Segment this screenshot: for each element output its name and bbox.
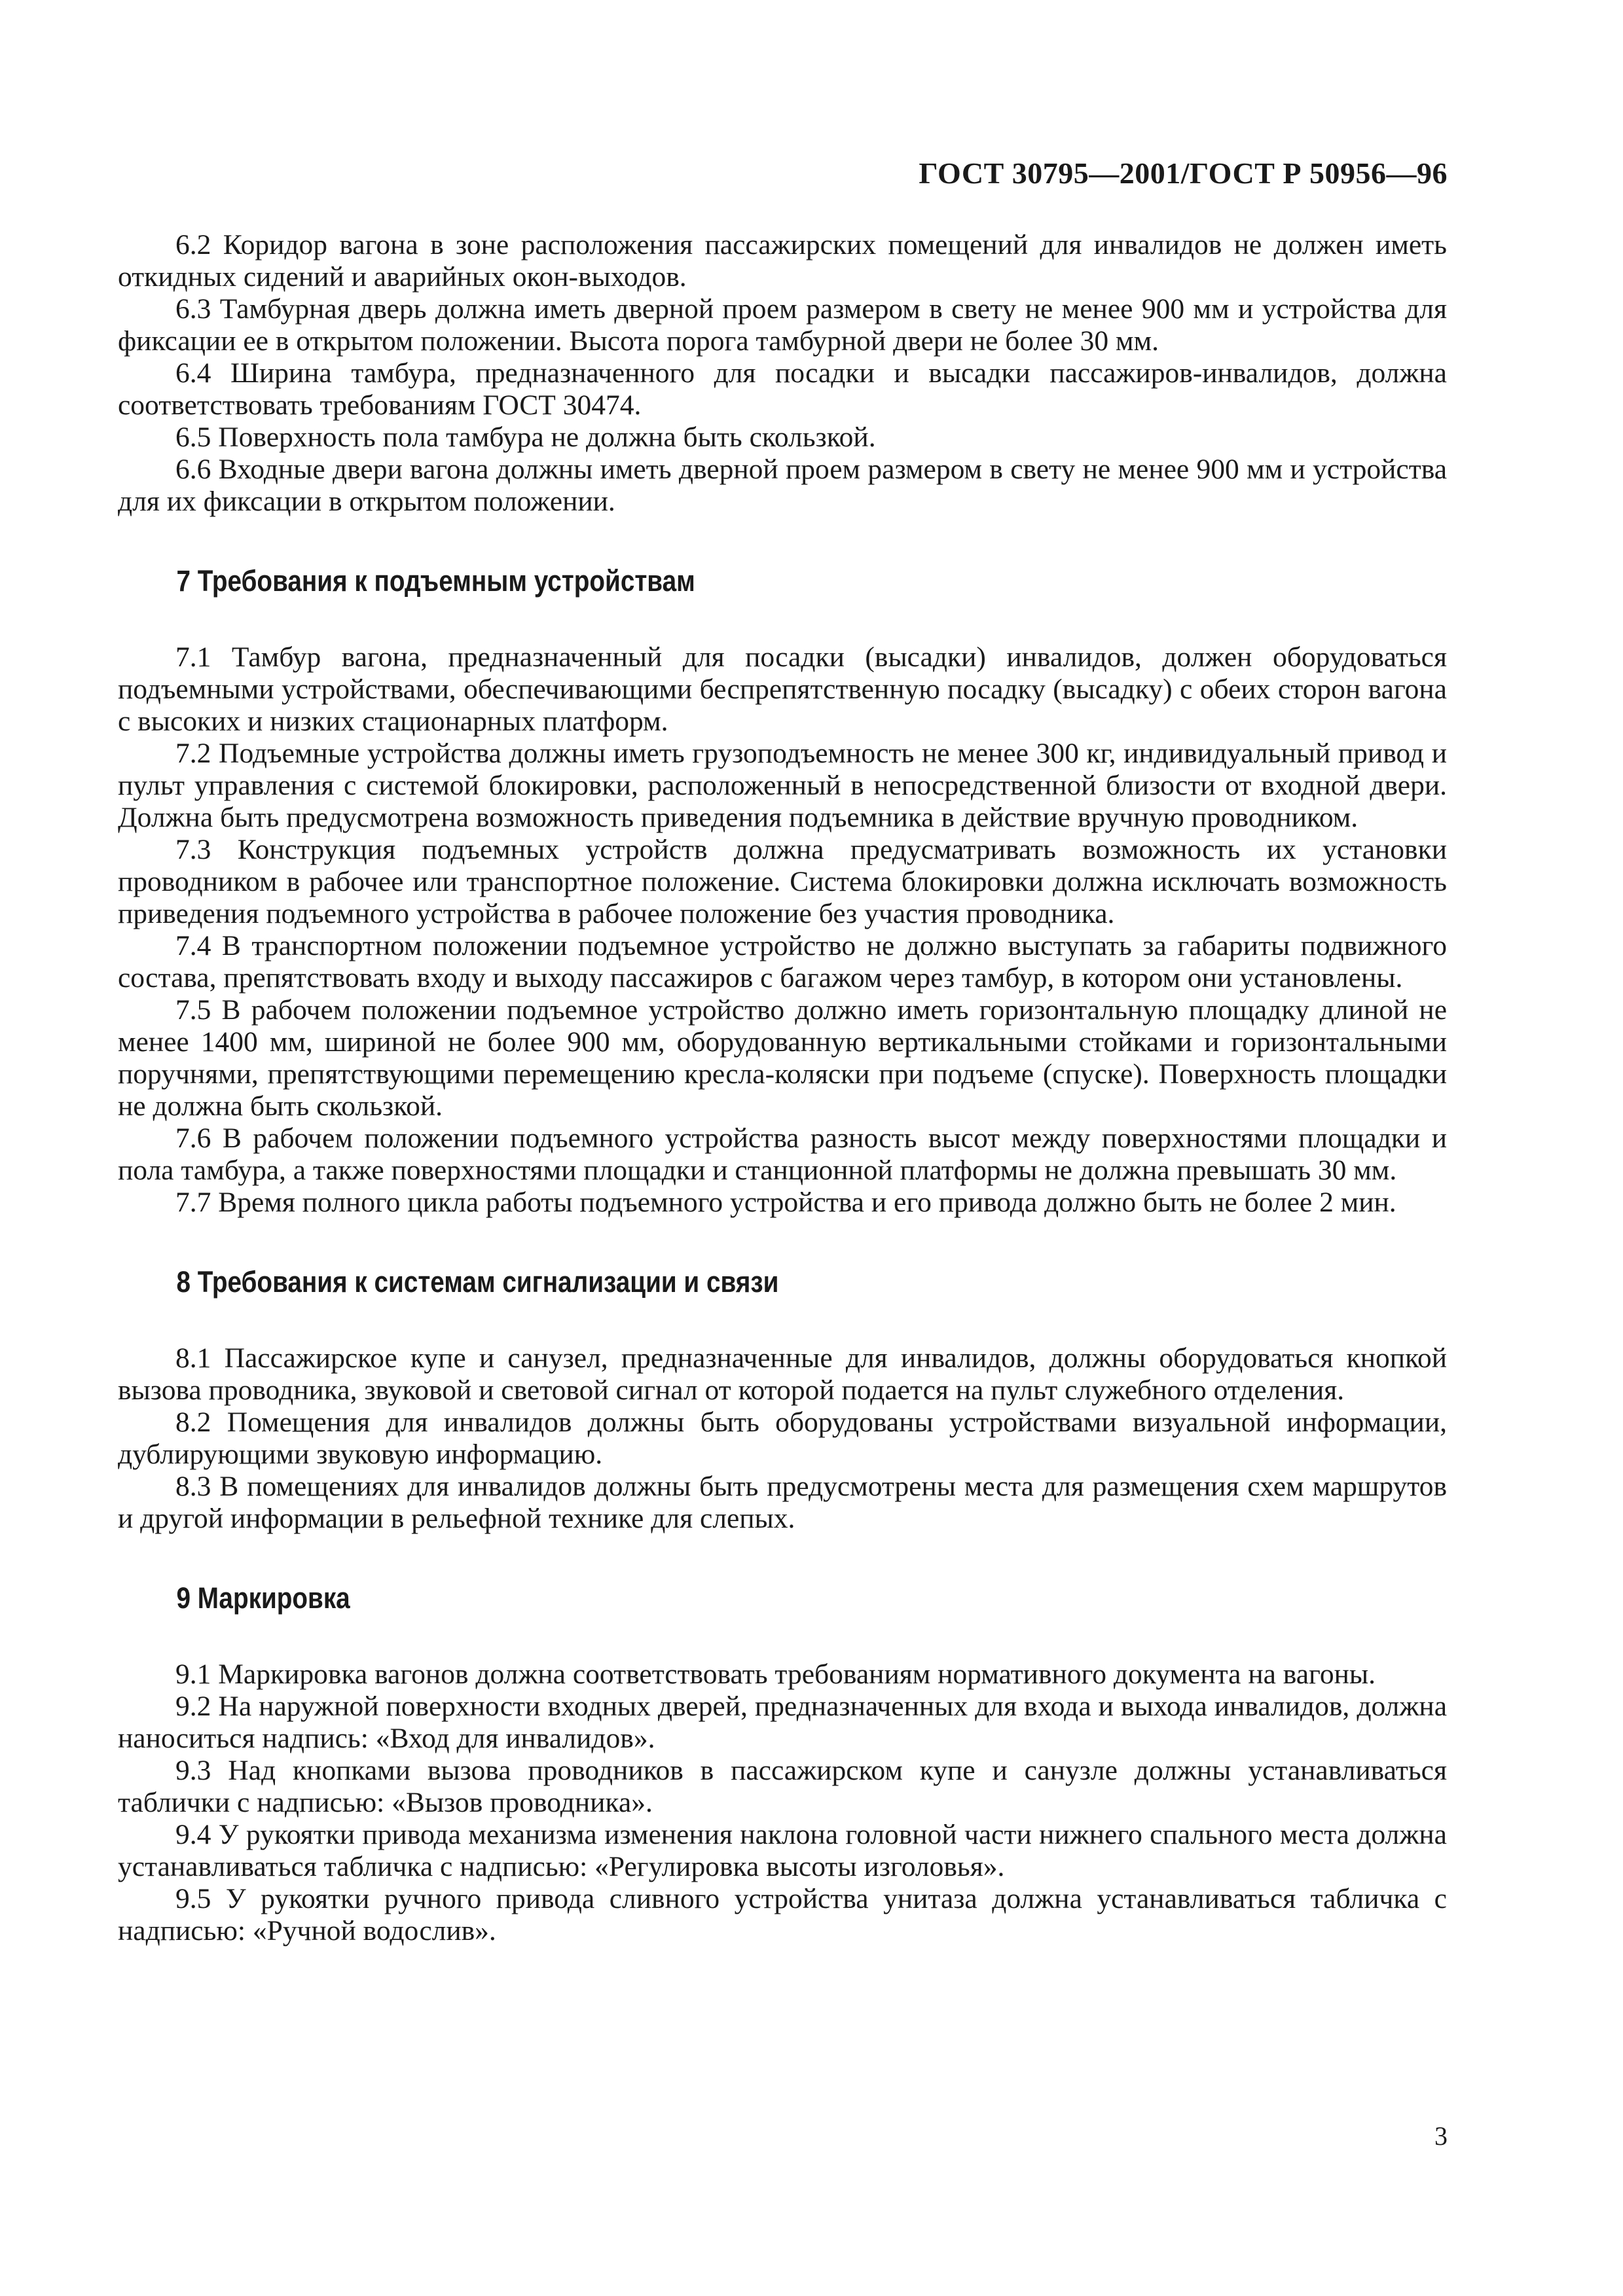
section-heading-8: 8 Требования к системам сигнализации и связи — [176, 1265, 779, 1299]
paragraph-7-3: 7.3 Конструкция подъемных устройств должна предусматривать возможность их установки проводником в рабочее или транспортное положение. Система блокировки должна исключать возможность приведения подъемного устройства в рабочее положение без участия проводника. — [118, 834, 1447, 929]
paragraph-8-1: 8.1 Пассажирское купе и санузел, предназначенные для инвалидов, должны оборудоваться кнопкой вызова проводника, звуковой и световой сигнал от которой подается на пульт служебного отделения. — [118, 1342, 1447, 1406]
paragraph-7-7: 7.7 Время полного цикла работы подъемного устройства и его привода должно быть не более 2 мин. — [175, 1187, 1396, 1218]
paragraph-7-5: 7.5 В рабочем положении подъемное устройство должно иметь горизонтальную площадку длиной не менее 1400 мм, шириной не более 900 мм, оборудованную вертикальными стойками и горизонтальными поручнями, препятствующими перемещению кресла-коляски при подъеме (спуске). Поверхность площадки не должна быть скользкой. — [118, 994, 1447, 1122]
paragraph-7-4: 7.4 В транспортном положении подъемное устройство не должно выступать за габариты подвижного состава, препятствовать входу и выходу пассажиров с багажом через тамбур, в котором они установлены. — [118, 930, 1447, 994]
paragraph-6-6: 6.6 Входные двери вагона должны иметь дверной проем размером в свету не менее 900 мм и устройства для их фиксации в открытом положении. — [118, 454, 1447, 517]
paragraph-7-6: 7.6 В рабочем положении подъемного устройства разность высот между поверхностями площадки и пола тамбура, а также поверхностями площадки и станционной платформы не должна превышать 30 мм. — [118, 1122, 1447, 1186]
section-heading-9: 9 Маркировка — [176, 1581, 350, 1615]
page-number: 3 — [1434, 2121, 1448, 2151]
paragraph-9-3: 9.3 Над кнопками вызова проводников в пассажирском купе и санузле должны устанавливаться таблички с надписью: «Вызов проводника». — [118, 1755, 1447, 1818]
section-heading-7: 7 Требования к подъемным устройствам — [176, 564, 695, 598]
paragraph-6-2: 6.2 Коридор вагона в зоне расположения пассажирских помещений для инвалидов не должен иметь откидных сидений и аварийных окон-выходов. — [118, 229, 1447, 293]
paragraph-9-5: 9.5 У рукоятки ручного привода сливного устройства унитаза должна устанавливаться табличка с надписью: «Ручной водослив». — [118, 1883, 1447, 1946]
paragraph-9-4: 9.4 У рукоятки привода механизма изменения наклона головной части нижнего спального места должна устанавливаться табличка с надписью: «Регулировка высоты изголовья». — [118, 1819, 1447, 1882]
document-body — [118, 229, 1447, 1947]
paragraph-6-3: 6.3 Тамбурная дверь должна иметь дверной проем размером в свету не менее 900 мм и устройства для фиксации ее в открытом положении. Высота порога тамбурной двери не более 30 мм. — [118, 293, 1447, 357]
paragraph-6-4: 6.4 Ширина тамбура, предназначенного для посадки и высадки пассажиров-инвалидов, должна соответствовать требованиям ГОСТ 30474. — [118, 357, 1447, 421]
paragraph-9-2: 9.2 На наружной поверхности входных дверей, предназначенных для входа и выхода инвалидов, должна наноситься надпись: «Вход для инвалидов». — [118, 1691, 1447, 1754]
paragraph-6-5: 6.5 Поверхность пола тамбура не должна быть скользкой. — [175, 422, 876, 453]
paragraph-8-3: 8.3 В помещениях для инвалидов должны быть предусмотрены места для размещения схем маршрутов и другой информации в рельефной технике для слепых. — [118, 1471, 1447, 1534]
paragraph-8-2: 8.2 Помещения для инвалидов должны быть оборудованы устройствами визуальной информации, дублирующими звуковую информацию. — [118, 1407, 1447, 1470]
paragraph-7-1: 7.1 Тамбур вагона, предназначенный для посадки (высадки) инвалидов, должен оборудоваться подъемными устройствами, обеспечивающими беспрепятственную посадку (высадку) с обеих сторон вагона с высоких и низких стационарных платформ. — [118, 641, 1447, 737]
paragraph-9-1: 9.1 Маркировка вагонов должна соответствовать требованиям нормативного документа на вагоны. — [175, 1659, 1376, 1690]
paragraph-7-2: 7.2 Подъемные устройства должны иметь грузоподъемность не менее 300 кг, индивидуальный привод и пульт управления с системой блокировки, расположенный в непосредственной близости от входной двери. Должна быть предусмотрена возможность приведения подъемника в действие вручную проводником. — [118, 738, 1447, 833]
document-header: ГОСТ 30795—2001/ГОСТ Р 50956—96 — [919, 156, 1448, 190]
